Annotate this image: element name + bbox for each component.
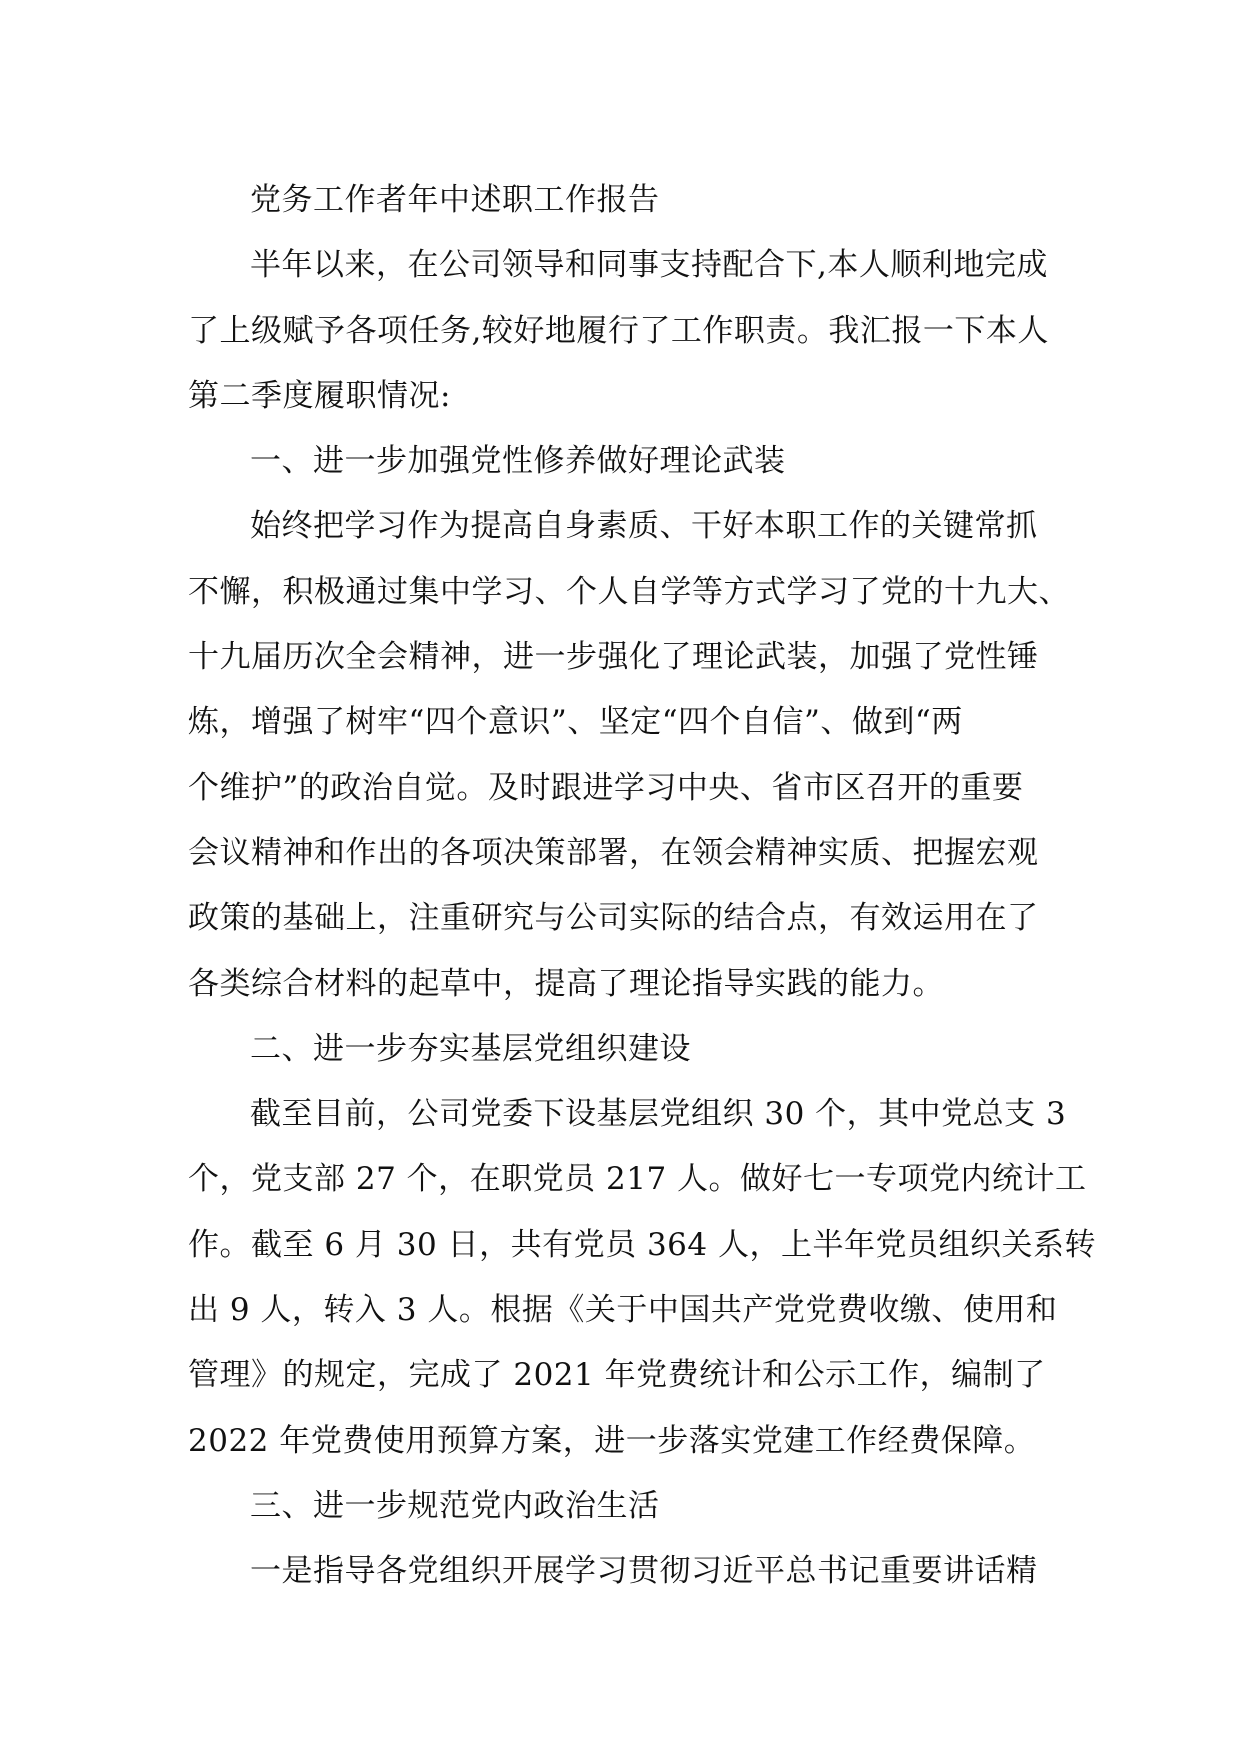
text-line: 炼，增强了树牢“四个意识”、坚定“四个自信”、做到“两 [188,704,963,741]
text-line: 个，党支部 27 个，在职党员 217 人。做好七一专项党内统计工 [188,1161,1087,1198]
text-line: 始终把学习作为提高自身素质、干好本职工作的关键常抓 [250,508,1038,545]
text-line: 各类综合材料的起草中，提高了理论指导实践的能力。 [188,965,944,1002]
text-line: 一是指导各党组织开展学习贯彻习近平总书记重要讲话精 [250,1553,1038,1590]
text-line: 出 9 人，转入 3 人。根据《关于中国共产党党费收缴、使用和 [188,1292,1058,1329]
text-line: 作。截至 6 月 30 日，共有党员 364 人，上半年党员组织关系转 [188,1226,1096,1263]
text-line: 2022 年党费使用预算方案，进一步落实党建工作经费保障。 [188,1422,1036,1459]
section-heading-2: 二、进一步夯实基层党组织建设 [250,1030,691,1067]
text-line: 半年以来，在公司领导和同事支持配合下,本人顺利地完成 [250,247,1048,284]
text-line: 不懈，积极通过集中学习、个人自学等方式学习了党的十九大、 [188,573,1070,610]
text-line: 十九届历次全会精神，进一步强化了理论武装，加强了党性锤 [188,639,1039,676]
text-line: 第二季度履职情况: [188,377,451,414]
text-line: 会议精神和作出的各项决策部署，在领会精神实质、把握宏观 [188,834,1039,871]
document-body [188,168,1096,1605]
document-title: 党务工作者年中述职工作报告 [250,182,660,218]
section-heading-3: 三、进一步规范党内政治生活 [250,1487,660,1524]
text-line: 了上级赋予各项任务,较好地履行了工作职责。我汇报一下本人 [188,312,1049,349]
section-heading-1: 一、进一步加强党性修养做好理论武装 [250,443,786,480]
text-line: 管理》的规定，完成了 2021 年党费统计和公示工作，编制了 [188,1357,1046,1394]
text-line: 政策的基础上，注重研究与公司实际的结合点，有效运用在了 [188,900,1039,937]
text-line: 截至目前，公司党委下设基层党组织 30 个，其中党总支 3 [250,1096,1067,1133]
text-line: 个维护”的政治自觉。及时跟进学习中央、省市区召开的重要 [188,769,1024,806]
